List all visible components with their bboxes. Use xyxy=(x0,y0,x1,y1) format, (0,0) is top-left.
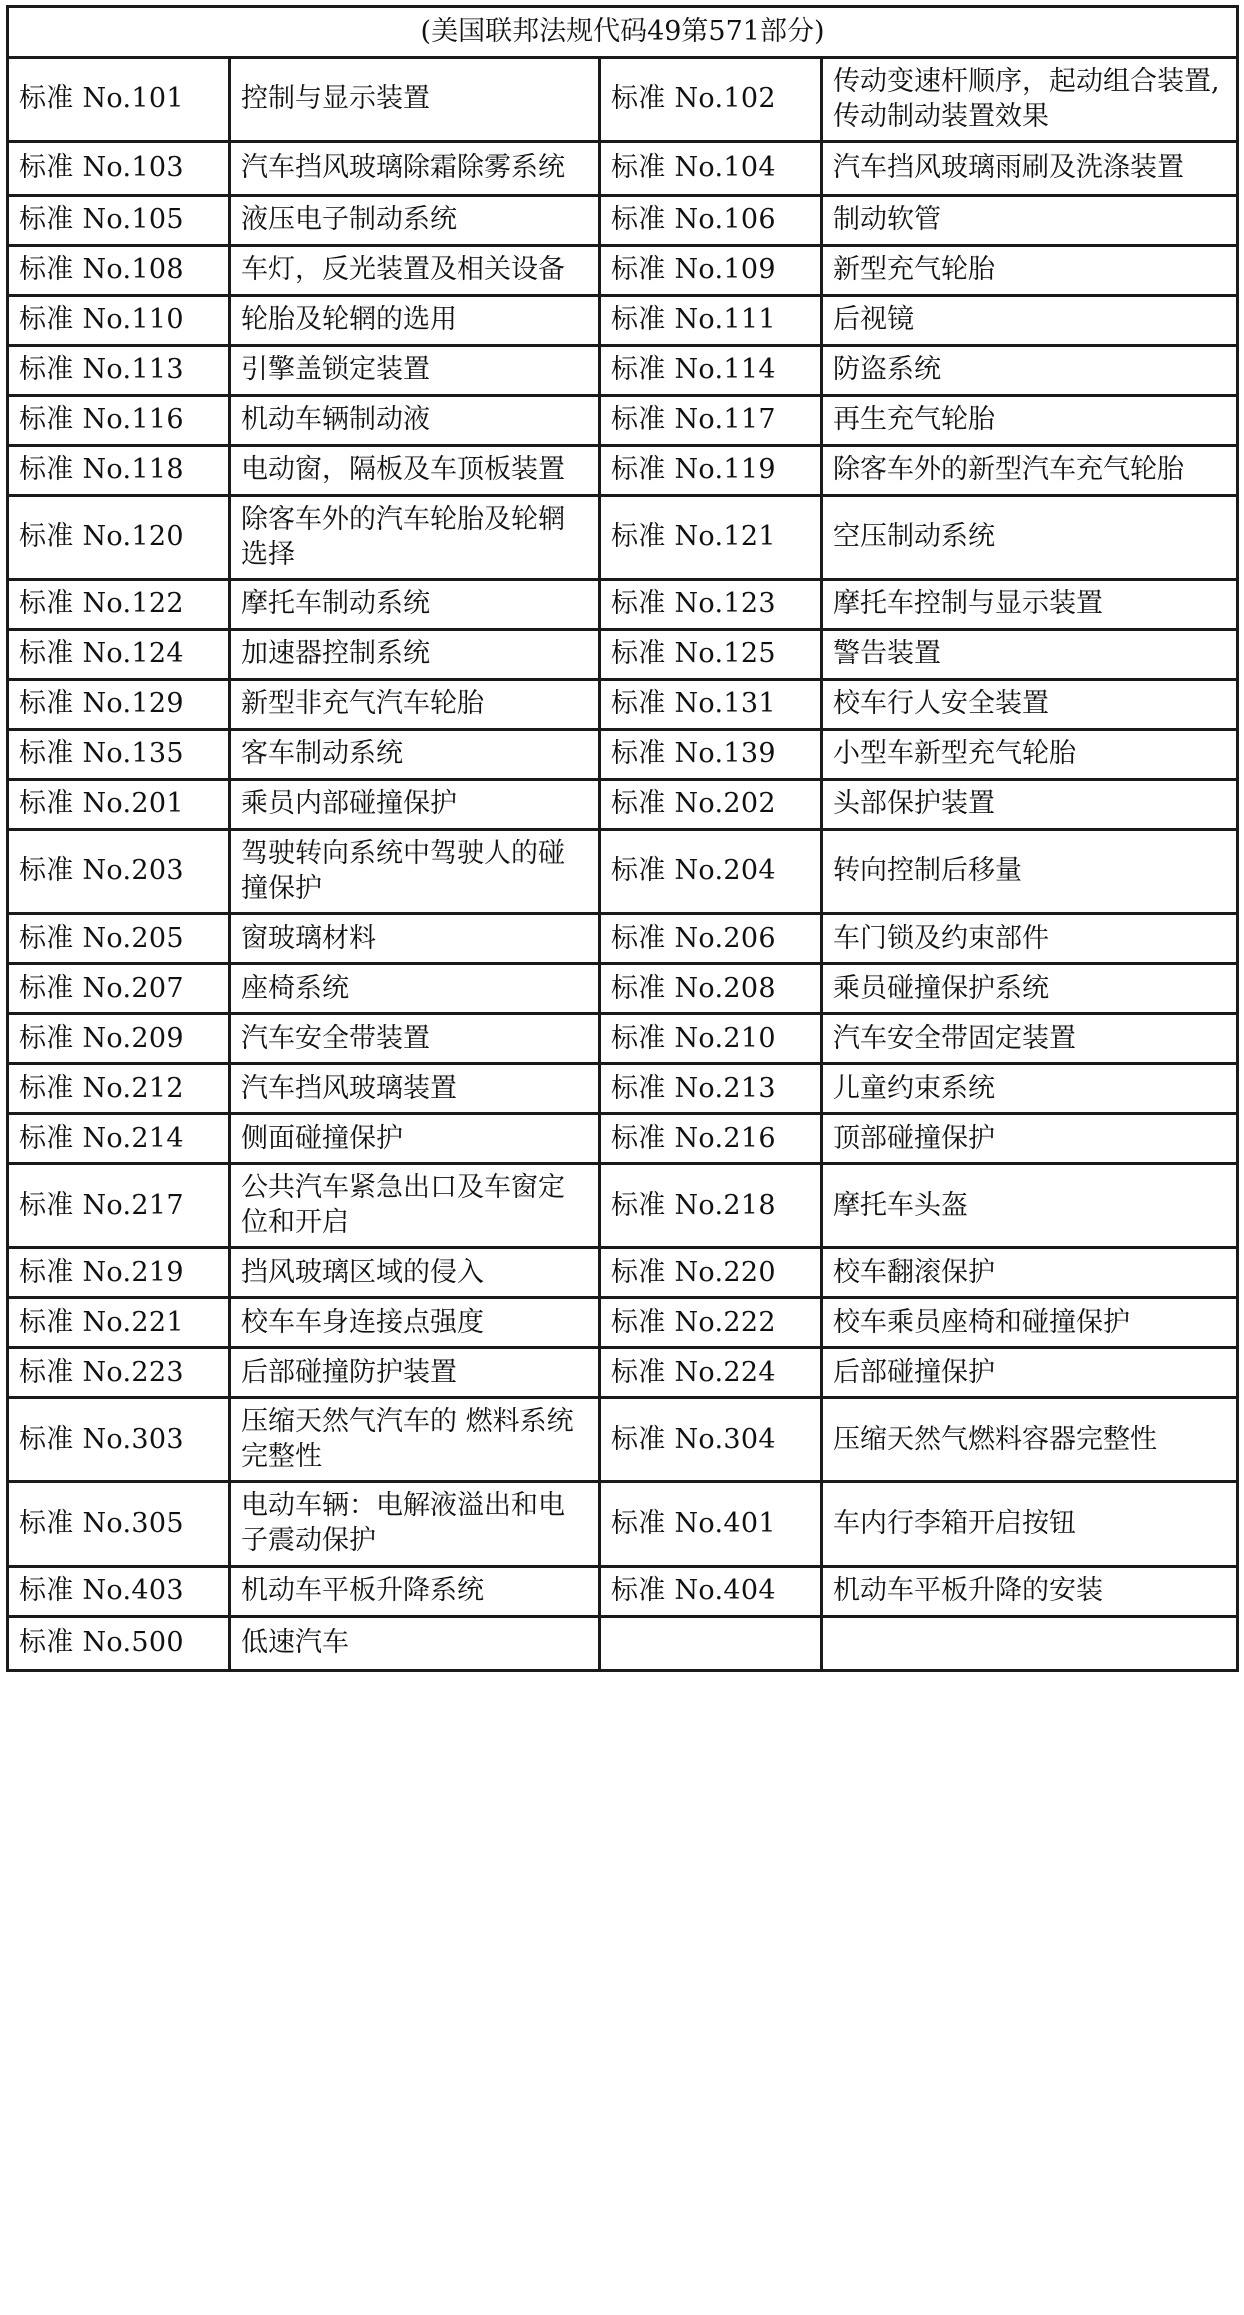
standard-code-cell: 标准 No.224 xyxy=(600,1348,822,1398)
standard-code-cell: 标准 No.135 xyxy=(8,730,230,780)
standard-title-cell xyxy=(822,1616,1238,1670)
standard-title-cell: 顶部碰撞保护 xyxy=(822,1114,1238,1164)
standard-code-cell: 标准 No.101 xyxy=(8,58,230,142)
standard-code-cell: 标准 No.109 xyxy=(600,246,822,296)
standard-code-cell: 标准 No.139 xyxy=(600,730,822,780)
standard-code-cell: 标准 No.121 xyxy=(600,496,822,580)
standard-title-cell: 汽车安全带装置 xyxy=(230,1014,600,1064)
table-row xyxy=(8,396,1238,446)
standard-code-cell: 标准 No.102 xyxy=(600,58,822,142)
standard-title-cell: 校车翻滚保护 xyxy=(822,1248,1238,1298)
standard-code-cell: 标准 No.113 xyxy=(8,346,230,396)
standard-code-cell: 标准 No.216 xyxy=(600,1114,822,1164)
standard-code-cell: 标准 No.104 xyxy=(600,142,822,196)
table-row xyxy=(8,1164,1238,1248)
table-row xyxy=(8,142,1238,196)
standard-title-cell: 汽车挡风玻璃装置 xyxy=(230,1064,600,1114)
standard-code-cell: 标准 No.220 xyxy=(600,1248,822,1298)
standard-title-cell: 客车制动系统 xyxy=(230,730,600,780)
standard-title-cell: 低速汽车 xyxy=(230,1616,600,1670)
standard-title-cell: 后部碰撞保护 xyxy=(822,1348,1238,1398)
standard-title-cell: 驾驶转向系统中驾驶人的碰撞保护 xyxy=(230,830,600,914)
standard-code-cell: 标准 No.213 xyxy=(600,1064,822,1114)
table-row xyxy=(8,346,1238,396)
standard-title-cell: 空压制动系统 xyxy=(822,496,1238,580)
standard-title-cell: 防盗系统 xyxy=(822,346,1238,396)
table-row xyxy=(8,1482,1238,1566)
standard-title-cell: 车门锁及约束部件 xyxy=(822,914,1238,964)
standard-code-cell: 标准 No.125 xyxy=(600,630,822,680)
standard-code-cell: 标准 No.116 xyxy=(8,396,230,446)
standard-code-cell: 标准 No.222 xyxy=(600,1298,822,1348)
standard-title-cell: 汽车安全带固定装置 xyxy=(822,1014,1238,1064)
standard-code-cell: 标准 No.108 xyxy=(8,246,230,296)
table-row xyxy=(8,1248,1238,1298)
standard-code-cell: 标准 No.404 xyxy=(600,1566,822,1616)
standard-code-cell: 标准 No.212 xyxy=(8,1064,230,1114)
standard-title-cell: 控制与显示装置 xyxy=(230,58,600,142)
standard-title-cell: 头部保护装置 xyxy=(822,780,1238,830)
standard-title-cell: 电动窗，隔板及车顶板装置 xyxy=(230,446,600,496)
standard-title-cell: 挡风玻璃区域的侵入 xyxy=(230,1248,600,1298)
standard-title-cell: 轮胎及轮辋的选用 xyxy=(230,296,600,346)
table-row xyxy=(8,1064,1238,1114)
standard-title-cell: 小型车新型充气轮胎 xyxy=(822,730,1238,780)
table-row xyxy=(8,296,1238,346)
standard-title-cell: 摩托车制动系统 xyxy=(230,580,600,630)
table-row xyxy=(8,1348,1238,1398)
standard-code-cell: 标准 No.120 xyxy=(8,496,230,580)
standard-title-cell: 机动车辆制动液 xyxy=(230,396,600,446)
table-row xyxy=(8,1298,1238,1348)
standard-title-cell: 机动车平板升降系统 xyxy=(230,1566,600,1616)
standard-title-cell: 车灯，反光装置及相关设备 xyxy=(230,246,600,296)
standard-code-cell: 标准 No.303 xyxy=(8,1398,230,1482)
standard-title-cell: 除客车外的新型汽车充气轮胎 xyxy=(822,446,1238,496)
standard-title-cell: 机动车平板升降的安装 xyxy=(822,1566,1238,1616)
standard-title-cell: 座椅系统 xyxy=(230,964,600,1014)
standard-code-cell: 标准 No.129 xyxy=(8,680,230,730)
standard-title-cell: 新型充气轮胎 xyxy=(822,246,1238,296)
standard-code-cell: 标准 No.105 xyxy=(8,196,230,246)
standard-code-cell: 标准 No.205 xyxy=(8,914,230,964)
standard-code-cell: 标准 No.403 xyxy=(8,1566,230,1616)
standard-code-cell: 标准 No.131 xyxy=(600,680,822,730)
standard-title-cell: 压缩天然气汽车的 燃料系统完整性 xyxy=(230,1398,600,1482)
table-row xyxy=(8,730,1238,780)
standard-code-cell: 标准 No.103 xyxy=(8,142,230,196)
standard-code-cell: 标准 No.114 xyxy=(600,346,822,396)
standard-title-cell: 公共汽车紧急出口及车窗定位和开启 xyxy=(230,1164,600,1248)
standard-title-cell: 转向控制后移量 xyxy=(822,830,1238,914)
standard-code-cell: 标准 No.208 xyxy=(600,964,822,1014)
standard-code-cell: 标准 No.214 xyxy=(8,1114,230,1164)
table-row xyxy=(8,58,1238,142)
standard-code-cell: 标准 No.218 xyxy=(600,1164,822,1248)
table-row xyxy=(8,246,1238,296)
standard-code-cell: 标准 No.111 xyxy=(600,296,822,346)
standard-title-cell: 压缩天然气燃料容器完整性 xyxy=(822,1398,1238,1482)
standard-title-cell: 后部碰撞防护装置 xyxy=(230,1348,600,1398)
table-row xyxy=(8,780,1238,830)
standard-code-cell: 标准 No.122 xyxy=(8,580,230,630)
table-row xyxy=(8,496,1238,580)
table-row xyxy=(8,830,1238,914)
table-row xyxy=(8,1398,1238,1482)
table-row xyxy=(8,580,1238,630)
standard-title-cell: 电动车辆：电解液溢出和电子震动保护 xyxy=(230,1482,600,1566)
standard-title-cell: 加速器控制系统 xyxy=(230,630,600,680)
standard-code-cell: 标准 No.209 xyxy=(8,1014,230,1064)
standard-code-cell: 标准 No.217 xyxy=(8,1164,230,1248)
table-row xyxy=(8,1566,1238,1616)
table-row xyxy=(8,964,1238,1014)
standard-code-cell: 标准 No.204 xyxy=(600,830,822,914)
standard-code-cell: 标准 No.117 xyxy=(600,396,822,446)
table-row xyxy=(8,446,1238,496)
standard-title-cell: 窗玻璃材料 xyxy=(230,914,600,964)
table-row xyxy=(8,1114,1238,1164)
table-caption: (美国联邦法规代码49第571部分) xyxy=(8,7,1238,58)
standard-code-cell: 标准 No.401 xyxy=(600,1482,822,1566)
standard-title-cell: 汽车挡风玻璃除霜除雾系统 xyxy=(230,142,600,196)
standard-title-cell: 摩托车控制与显示装置 xyxy=(822,580,1238,630)
standard-title-cell: 除客车外的汽车轮胎及轮辋选择 xyxy=(230,496,600,580)
standard-code-cell: 标准 No.118 xyxy=(8,446,230,496)
table-row xyxy=(8,914,1238,964)
standard-code-cell: 标准 No.500 xyxy=(8,1616,230,1670)
standard-code-cell: 标准 No.221 xyxy=(8,1298,230,1348)
standard-title-cell: 液压电子制动系统 xyxy=(230,196,600,246)
standard-code-cell: 标准 No.219 xyxy=(8,1248,230,1298)
standard-code-cell: 标准 No.223 xyxy=(8,1348,230,1398)
standard-title-cell: 后视镜 xyxy=(822,296,1238,346)
standard-title-cell: 新型非充气汽车轮胎 xyxy=(230,680,600,730)
standard-code-cell: 标准 No.305 xyxy=(8,1482,230,1566)
standard-code-cell: 标准 No.203 xyxy=(8,830,230,914)
standard-code-cell: 标准 No.201 xyxy=(8,780,230,830)
standard-title-cell: 传动变速杆顺序，起动组合装置,传动制动装置效果 xyxy=(822,58,1238,142)
standard-title-cell: 引擎盖锁定装置 xyxy=(230,346,600,396)
standard-title-cell: 摩托车头盔 xyxy=(822,1164,1238,1248)
standard-code-cell: 标准 No.119 xyxy=(600,446,822,496)
standard-title-cell: 校车行人安全装置 xyxy=(822,680,1238,730)
standard-code-cell: 标准 No.110 xyxy=(8,296,230,346)
standard-title-cell: 校车乘员座椅和碰撞保护 xyxy=(822,1298,1238,1348)
standards-table xyxy=(6,5,1239,1672)
standard-title-cell: 侧面碰撞保护 xyxy=(230,1114,600,1164)
table-caption-row xyxy=(8,7,1238,58)
table-row xyxy=(8,1616,1238,1670)
standard-code-cell: 标准 No.124 xyxy=(8,630,230,680)
standard-title-cell: 车内行李箱开启按钮 xyxy=(822,1482,1238,1566)
standard-code-cell: 标准 No.206 xyxy=(600,914,822,964)
standard-code-cell xyxy=(600,1616,822,1670)
standard-code-cell: 标准 No.207 xyxy=(8,964,230,1014)
standard-code-cell: 标准 No.123 xyxy=(600,580,822,630)
standards-table-container xyxy=(6,5,1236,1672)
table-row xyxy=(8,1014,1238,1064)
table-row xyxy=(8,630,1238,680)
standard-title-cell: 制动软管 xyxy=(822,196,1238,246)
standard-code-cell: 标准 No.304 xyxy=(600,1398,822,1482)
standard-title-cell: 乘员内部碰撞保护 xyxy=(230,780,600,830)
standard-title-cell: 再生充气轮胎 xyxy=(822,396,1238,446)
standard-code-cell: 标准 No.106 xyxy=(600,196,822,246)
standard-code-cell: 标准 No.210 xyxy=(600,1014,822,1064)
table-row xyxy=(8,680,1238,730)
standard-title-cell: 汽车挡风玻璃雨刷及洗涤装置 xyxy=(822,142,1238,196)
standard-code-cell: 标准 No.202 xyxy=(600,780,822,830)
standard-title-cell: 校车车身连接点强度 xyxy=(230,1298,600,1348)
standard-title-cell: 警告装置 xyxy=(822,630,1238,680)
standard-title-cell: 儿童约束系统 xyxy=(822,1064,1238,1114)
standard-title-cell: 乘员碰撞保护系统 xyxy=(822,964,1238,1014)
table-row xyxy=(8,196,1238,246)
